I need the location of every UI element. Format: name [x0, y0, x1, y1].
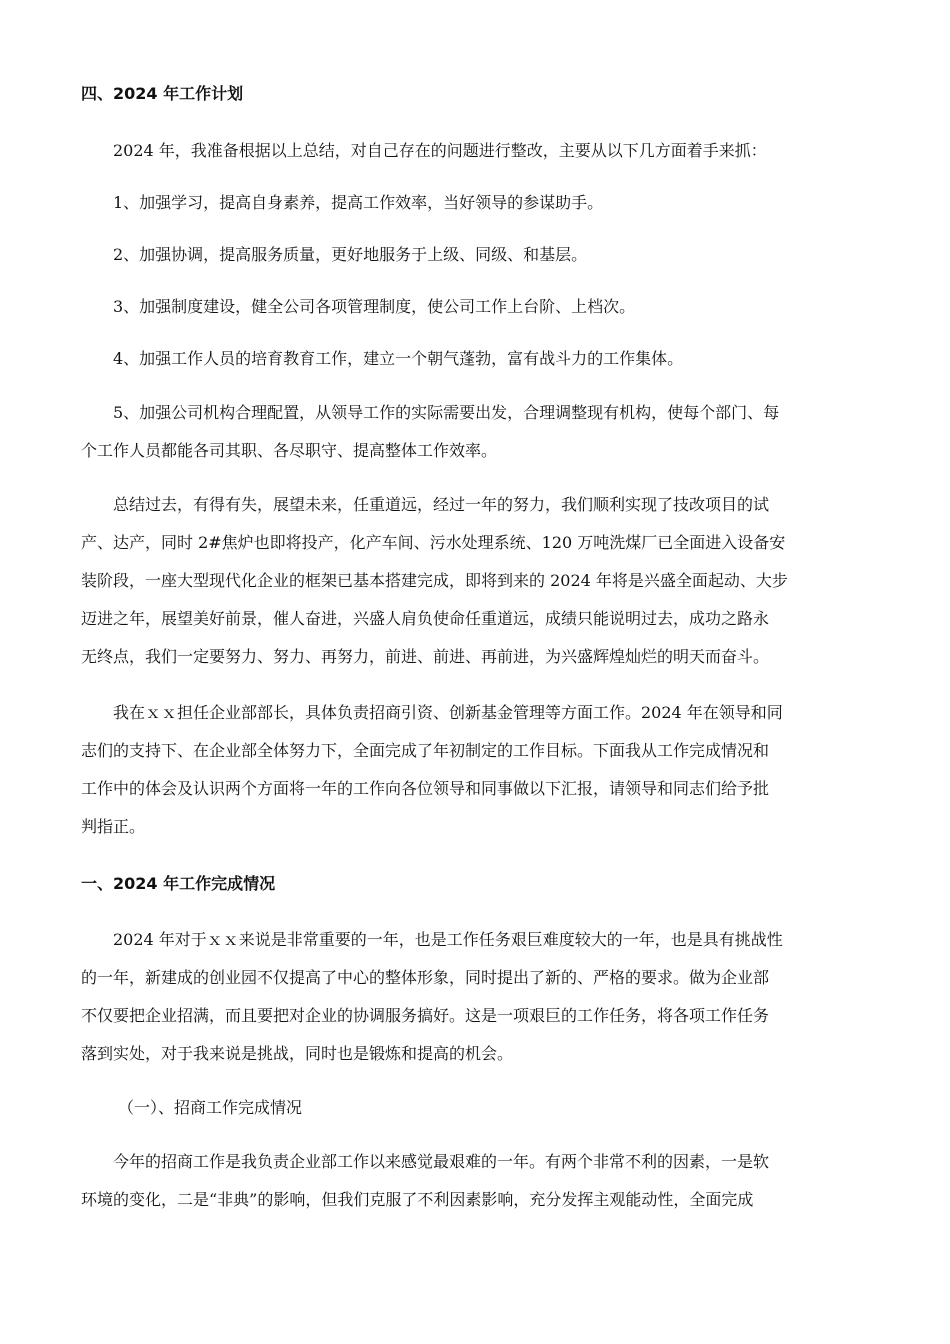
paragraph-line: 落到实处，对于我来说是挑战，同时也是锻炼和提高的机会。 — [81, 1044, 514, 1063]
paragraph-line: 不仅要把企业招满，而且要把对企业的协调服务搞好。这是一项艰巨的工作任务，将各项工作任务 — [81, 1006, 770, 1025]
plan-item-3: 3、加强制度建设，健全公司各项管理制度，使公司工作上台阶、上档次。 — [113, 297, 636, 316]
plan-item-2: 2、加强协调，提高服务质量，更好地服务于上级、同级、和基层。 — [113, 245, 588, 264]
paragraph-line: 产、达产，同时 2#焦炉也即将投产，化产车间、污水处理系统、120 万吨洗煤厂已全面进入设备安 — [81, 533, 786, 552]
paragraph-line: 迈进之年，展望美好前景，催人奋进，兴盛人肩负使命任重道远，成绩只能说明过去，成功之路永 — [81, 609, 770, 628]
paragraph-line: 装阶段，一座大型现代化企业的框架已基本搭建完成，即将到来的 2024 年将是兴盛全面起动、大步 — [81, 571, 788, 590]
plan-item-5: 5、加强公司机构合理配置，从领导工作的实际需要出发，合理调整现有机构，使每个部门、每 — [113, 403, 780, 422]
paragraph-line: 的一年，新建成的创业园不仅提高了中心的整体形象，同时提出了新的、严格的要求。做为企业部 — [81, 968, 770, 987]
paragraph-line: 志们的支持下、在企业部全体努力下，全面完成了年初制定的工作目标。下面我从工作完成情况和 — [81, 741, 770, 760]
paragraph-line: 工作中的体会及认识两个方面将一年的工作向各位领导和同事做以下汇报，请领导和同志们给予批 — [81, 779, 770, 798]
paragraph-line: 个工作人员都能各司其职、各尽职守、提高整体工作效率。 — [81, 441, 498, 460]
plan-item-4: 4、加强工作人员的培育教育工作，建立一个朝气蓬勃，富有战斗力的工作集体。 — [113, 349, 684, 368]
paragraph-line: 2024 年，我准备根据以上总结，对自己存在的问题进行整改，主要从以下几方面着手来抓： — [113, 141, 767, 160]
paragraph-line: 无终点，我们一定要努力、努力、再努力，前进、前进、再前进，为兴盛辉煌灿烂的明天而奋斗。 — [81, 647, 770, 666]
paragraph-line: 环境的变化，二是“非典”的影响，但我们克服了不利因素影响，充分发挥主观能动性，全面完成 — [81, 1190, 754, 1209]
subheading-investment-attraction: （一）、招商工作完成情况 — [118, 1098, 303, 1117]
heading-2024-work-completion: 一、2024 年工作完成情况 — [81, 874, 276, 893]
heading-2024-work-plan: 四、2024 年工作计划 — [81, 84, 244, 103]
paragraph-line: 2024 年对于ｘｘ来说是非常重要的一年，也是工作任务艰巨难度较大的一年，也是具有挑战性 — [113, 930, 783, 949]
paragraph-line: 我在ｘｘ担任企业部部长，具体负责招商引资、创新基金管理等方面工作。2024 年在领导和同 — [113, 703, 783, 722]
paragraph-line: 判指正。 — [81, 817, 146, 836]
paragraph-line: 总结过去，有得有失，展望未来，任重道远，经过一年的努力，我们顺利实现了技改项目的试 — [113, 495, 770, 514]
plan-item-1: 1、加强学习，提高自身素养，提高工作效率，当好领导的参谋助手。 — [113, 193, 604, 212]
paragraph-line: 今年的招商工作是我负责企业部工作以来感觉最艰难的一年。有两个非常不利的因素，一是软 — [113, 1152, 770, 1171]
